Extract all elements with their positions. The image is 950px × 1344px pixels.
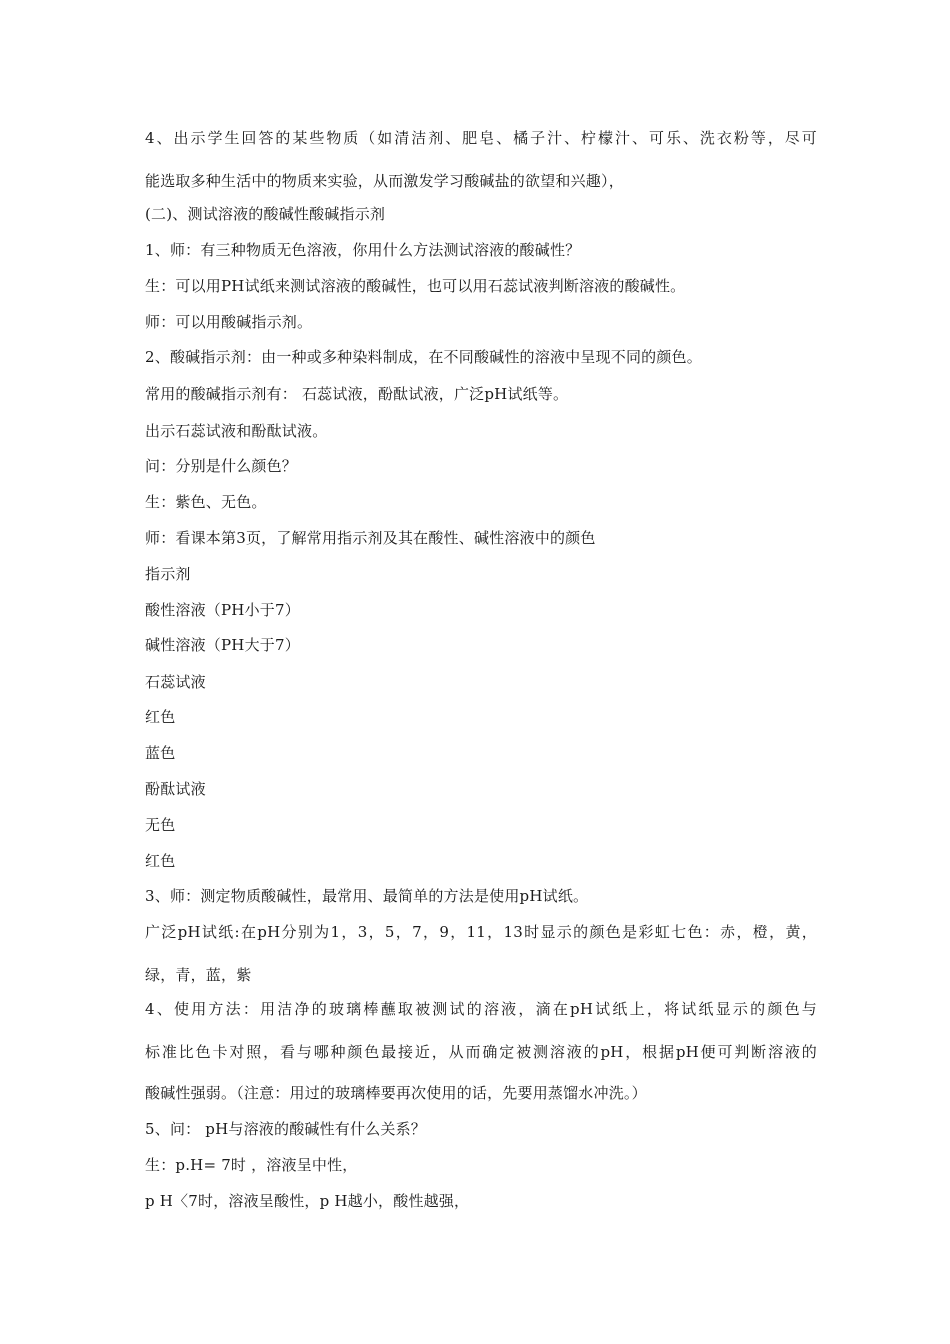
text-line: 师：可以用酸碱指示剂。 [145,313,313,331]
text-line: 广泛pH试纸:在pH分别为1，3，5，7，9，11，13时显示的颜色是彩虹七色：赤，橙，黄， [145,923,817,941]
table-cell: 红色 [145,852,176,870]
section-heading: (二)、测试溶液的酸碱性酸碱指示剂 [145,205,386,223]
table-cell: 酚酞试液 [145,780,206,798]
text-line: 生：p.H= 7时 ，溶液呈中性， [145,1156,358,1174]
text-line: 绿，青，蓝，紫 [145,966,252,984]
table-cell: 红色 [145,708,176,726]
table-cell: 指示剂 [145,565,191,583]
text-line: 4、使用方法：用洁净的玻璃棒蘸取被测试的溶液，滴在pH试纸上，将试纸显示的颜色与 [145,1000,817,1018]
text-line: 问：分别是什么颜色？ [145,457,298,475]
text-line: 2、酸碱指示剂：由一种或多种染料制成，在不同酸碱性的溶液中呈现不同的颜色。 [145,348,702,366]
text-line: 5、问： pH与溶液的酸碱性有什么关系？ [145,1120,426,1138]
text-line: 师：看课本第3页，了解常用指示剂及其在酸性、碱性溶液中的颜色 [145,529,596,547]
text-line: 1、师：有三种物质无色溶液，你用什么方法测试溶液的酸碱性？ [145,241,581,259]
table-cell: 酸性溶液（PH小于7） [145,601,300,619]
table-cell: 碱性溶液（PH大于7） [145,636,300,654]
table-cell: 蓝色 [145,744,176,762]
text-line: 出示石蕊试液和酚酞试液。 [145,422,328,440]
text-line: 能选取多种生活中的物质来实验，从而激发学习酸碱盐的欲望和兴趣）， [145,172,624,190]
text-line: 标准比色卡对照，看与哪种颜色最接近，从而确定被测溶液的pH，根据pH便可判断溶液的 [145,1043,817,1061]
text-line: 3、师：测定物质酸碱性，最常用、最简单的方法是使用pH试纸。 [145,887,589,905]
text-line: 常用的酸碱指示剂有： 石蕊试液，酚酞试液，广泛pH试纸等。 [145,385,569,403]
text-line: 4、出示学生回答的某些物质（如清洁剂、肥皂、橘子汁、柠檬汁、可乐、洗衣粉等，尽可 [145,129,817,147]
table-cell: 石蕊试液 [145,673,206,691]
text-line: 酸碱性强弱。（注意：用过的玻璃棒要再次使用的话，先要用蒸馏水冲洗。） [145,1084,647,1102]
text-line: 生：紫色、无色。 [145,493,267,511]
text-line: 生：可以用PH试纸来测试溶液的酸碱性，也可以用石蕊试液判断溶液的酸碱性。 [145,277,686,295]
text-line: p H〈7时，溶液呈酸性，p H越小，酸性越强， [145,1192,470,1210]
table-cell: 无色 [145,816,176,834]
